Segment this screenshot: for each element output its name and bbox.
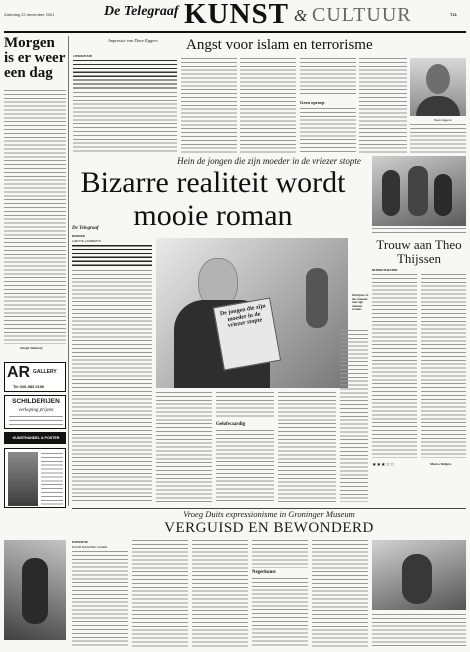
dancer-1 (382, 170, 400, 216)
novel-body-col3b (216, 430, 274, 502)
thijssen-rating: ★★★☆☆ (372, 463, 395, 468)
schilderijen-ad-sub: verkoping prijzen (18, 408, 54, 413)
groningen-body-col3 (192, 540, 248, 647)
groningen-photo-figure (402, 554, 432, 604)
expressionist-painting (4, 540, 66, 640)
islam-body-col5 (359, 58, 407, 154)
groningen-photo (372, 540, 466, 610)
masthead (0, 0, 470, 32)
newspaper-logo: De Telegraaf (104, 4, 179, 19)
book-title: De jongen die zijn moeder in de vriezer stopte (219, 303, 267, 330)
page-number: T21 (450, 12, 457, 17)
painting-ad[interactable] (4, 448, 66, 508)
islam-subhead: Geen oproep (300, 100, 325, 105)
dancer-3 (434, 174, 452, 216)
groningen-deck: Vroeg Duits expressionisme in Groninger Museum (183, 509, 355, 519)
gallery-ad-phone: Tel 020-583 0100 (13, 384, 45, 389)
groningen-headline: VERGUISD EN BEWONDERD (164, 520, 374, 536)
schilderijen-ad-title: SCHILDERIJEN (12, 398, 60, 405)
groningen-subhead: Negerkunst (252, 570, 276, 575)
novel-subhead: Gelofwaardig (216, 422, 246, 427)
novel-body-col5 (340, 330, 368, 502)
dancer-2 (408, 166, 428, 216)
masthead-date: Zaterdag 22 december 2001 (4, 12, 55, 17)
newspaper-logo-small: De Telegraaf (72, 226, 99, 231)
section-ampersand: & (294, 6, 308, 25)
thijssen-headline: Trouw aan Theo Thijssen (376, 237, 462, 266)
masthead-rule (4, 31, 466, 33)
novel-body-col3 (216, 392, 274, 418)
islam-body-col6 (410, 124, 466, 154)
gallery-ad-word: GALLERY (33, 369, 57, 375)
groningen-body-col2 (132, 540, 188, 647)
thijssen-body-col2 (421, 274, 466, 458)
thijssen-section-label: MUZIEKTHEATER (372, 268, 398, 272)
kunsthandel-ad-label: KUNSTHANDEL & POSTER (12, 436, 60, 440)
photo-caption: Schrijver in de sneeuw met zijn nieuwe roman. (352, 293, 369, 312)
section-title-cultuur: CULTUUR (312, 4, 412, 26)
author-photo-with-book (156, 238, 348, 388)
groningen-body-col5 (312, 540, 368, 647)
islam-intro (73, 60, 177, 90)
painting-figure (22, 558, 48, 624)
groningen-body-col4b (252, 578, 308, 647)
islam-kicker: Impressie van Dave Eggers (108, 38, 158, 43)
gallery-ad-logo: AR (7, 364, 31, 381)
left-column-byline: Naatje Stellwerf (20, 346, 43, 350)
section-title-kunst: KUNST (184, 0, 289, 30)
schilderijen-ad[interactable] (4, 395, 66, 429)
novel-body-col4 (278, 392, 336, 502)
groningen-body-col1 (72, 551, 128, 647)
novel-headline: Bizarre realiteit wordt mooie roman (80, 166, 346, 232)
column-divider (68, 36, 69, 506)
novel-deck: Hein de jongen die zijn moeder in de vriezer stopte (177, 156, 361, 166)
novel-body-col1 (72, 270, 152, 502)
thijssen-byline: Marco Weijers (430, 462, 452, 466)
islam-headline: Angst voor islam en terrorisme (186, 37, 373, 53)
theatre-photo (372, 156, 466, 226)
novel-intro (72, 245, 152, 267)
gallery-ad[interactable] (4, 362, 66, 392)
background-figure (306, 268, 328, 328)
islam-body-col4b (300, 108, 356, 154)
islam-body-col4 (300, 58, 356, 96)
left-column-body (4, 90, 66, 344)
novel-byline: LIZETTE LAMBERTS (72, 239, 101, 243)
novel-body-col2 (156, 392, 212, 502)
islam-body-col3 (240, 58, 296, 154)
groningen-section-label: EXPOSITIE (72, 540, 88, 544)
groningen-body-col6 (372, 614, 466, 647)
kunsthandel-ad[interactable] (4, 432, 66, 444)
theatre-photo-caption (372, 228, 466, 236)
schilderijen-ad-text (9, 416, 63, 427)
islam-body-col1 (73, 92, 177, 154)
groningen-byline: DOOR MAARTEN JAGER (72, 545, 108, 549)
painting-ad-image (8, 452, 38, 506)
book-cover (213, 297, 281, 370)
painting-ad-text (41, 453, 63, 505)
portrait-head (426, 64, 450, 94)
thijssen-body-col1 (372, 274, 417, 458)
portrait-shoulders (416, 96, 460, 116)
islam-body-col2 (181, 58, 237, 154)
author-portrait (410, 58, 466, 116)
novel-section-label: BOEKEN (72, 234, 85, 238)
author-portrait-caption: Dave Eggers (434, 118, 452, 122)
islam-section-label: LITERATUUR (73, 54, 92, 58)
groningen-body-col4 (252, 540, 308, 568)
left-column-headline: Morgen is er weer een dag (4, 35, 66, 81)
